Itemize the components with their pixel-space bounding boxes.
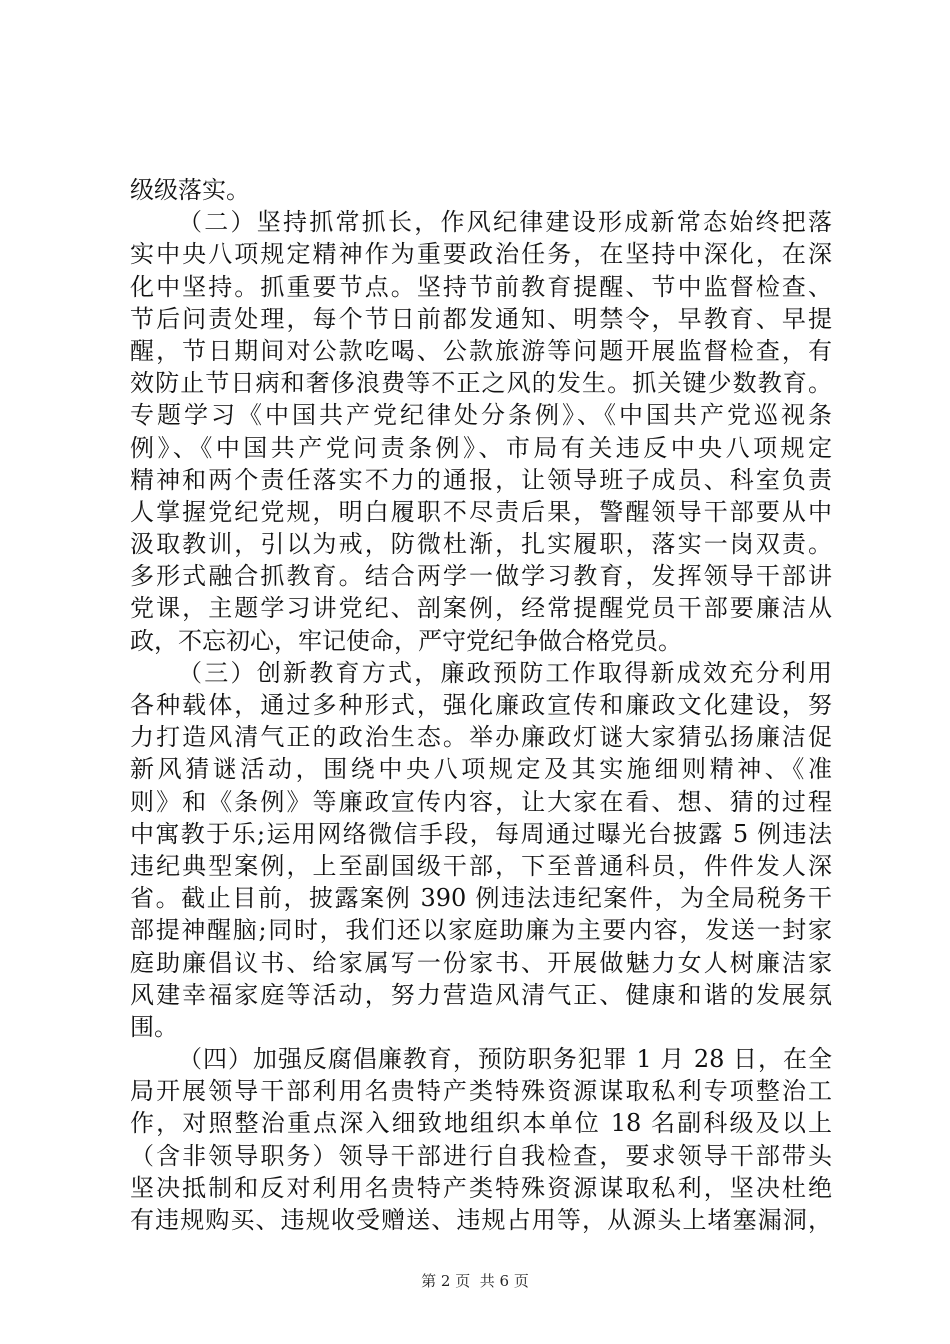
text-line: （含非领导职务）领导干部进行自我检查，要求领导干部带头 [130, 1141, 832, 1170]
text-line: 中寓教于乐;运用网络微信手段，每周通过曝光台披露 5 例违法 [130, 819, 832, 848]
text-line: 各种载体，通过多种形式，强化廉政宣传和廉政文化建设，努 [130, 691, 832, 719]
text-line: 坚决抵制和反对利用名贵特产类特殊资源谋取私利，坚决杜绝 [130, 1173, 832, 1202]
text-line: 力打造风清气正的政治生态。举办廉政灯谜大家猜弘扬廉洁促 [130, 723, 832, 752]
text-line: 效防止节日病和奢侈浪费等不正之风的发生。抓关键少数教育。 [130, 369, 832, 398]
text-line: 专题学习《中国共产党纪律处分条例》、《中国共产党巡视条 [130, 401, 832, 430]
text-line: （二）坚持抓常抓长，作风纪律建设形成新常态始终把落 [178, 208, 832, 237]
text-line: 醒，节日期间对公款吃喝、公款旅游等问题开展监督检查，有 [130, 336, 832, 365]
text-line: （四）加强反腐倡廉教育，预防职务犯罪 1 月 28 日，在全 [178, 1045, 832, 1074]
document-body [130, 174, 832, 1236]
text-line: 省。截止目前，披露案例 390 例违法违纪案件，为全局税务干 [130, 884, 832, 913]
text-line: 政，不忘初心，牢记使命，严守党纪争做合格党员。 [130, 626, 682, 655]
text-line: 新风猜谜活动，围绕中央八项规定及其实施细则精神、《准 [130, 755, 832, 784]
text-line: 庭助廉倡议书、给家属写一份家书、开展做魅力女人树廉洁家 [130, 948, 832, 977]
text-line: 级级落实。 [130, 176, 250, 204]
text-line: 实中央八项规定精神作为重要政治任务，在坚持中深化，在深 [130, 240, 832, 269]
text-line: 多形式融合抓教育。结合两学一做学习教育，发挥领导干部讲 [130, 562, 832, 591]
text-line: 违纪典型案例，上至副国级干部，下至普通科员，件件发人深 [130, 851, 832, 880]
text-line: 节后问责处理，每个节日前都发通知、明禁令，早教育、早提 [130, 304, 832, 333]
text-line: 汲取教训，引以为戒，防微杜渐，扎实履职，落实一岗双责。 [130, 530, 832, 559]
text-line: 化中坚持。抓重要节点。坚持节前教育提醒、节中监督检查、 [130, 272, 832, 301]
text-line: 精神和两个责任落实不力的通报，让领导班子成员、科室负责 [130, 465, 832, 494]
text-line: 则》和《条例》等廉政宣传内容，让大家在看、想、猜的过程 [130, 787, 832, 816]
text-line: 作，对照整治重点深入细致地组织本单位 18 名副科级及以上 [130, 1109, 832, 1138]
text-line: 人掌握党纪党规，明白履职不尽责后果，警醒领导干部要从中 [130, 497, 832, 526]
text-line: 局开展领导干部利用名贵特产类特殊资源谋取私利专项整治工 [130, 1077, 832, 1106]
text-line: 部提神醒脑;同时，我们还以家庭助廉为主要内容，发送一封家 [130, 916, 832, 945]
text-line: 党课，主题学习讲党纪、剖案例，经常提醒党员干部要廉洁从 [130, 594, 832, 623]
text-line: 有违规购买、违规收受赠送、违规占用等，从源头上堵塞漏洞， [130, 1206, 832, 1234]
text-line: 围。 [130, 1012, 178, 1041]
text-line: 例》、《中国共产党问责条例》、市局有关违反中央八项规定 [130, 433, 832, 462]
page-number-footer: 第 2 页 共 6 页 [421, 1272, 529, 1290]
text-line: （三）创新教育方式，廉政预防工作取得新成效充分利用 [178, 658, 832, 687]
text-line: 风建幸福家庭等活动，努力营造风清气正、健康和谐的发展氛 [130, 980, 832, 1009]
